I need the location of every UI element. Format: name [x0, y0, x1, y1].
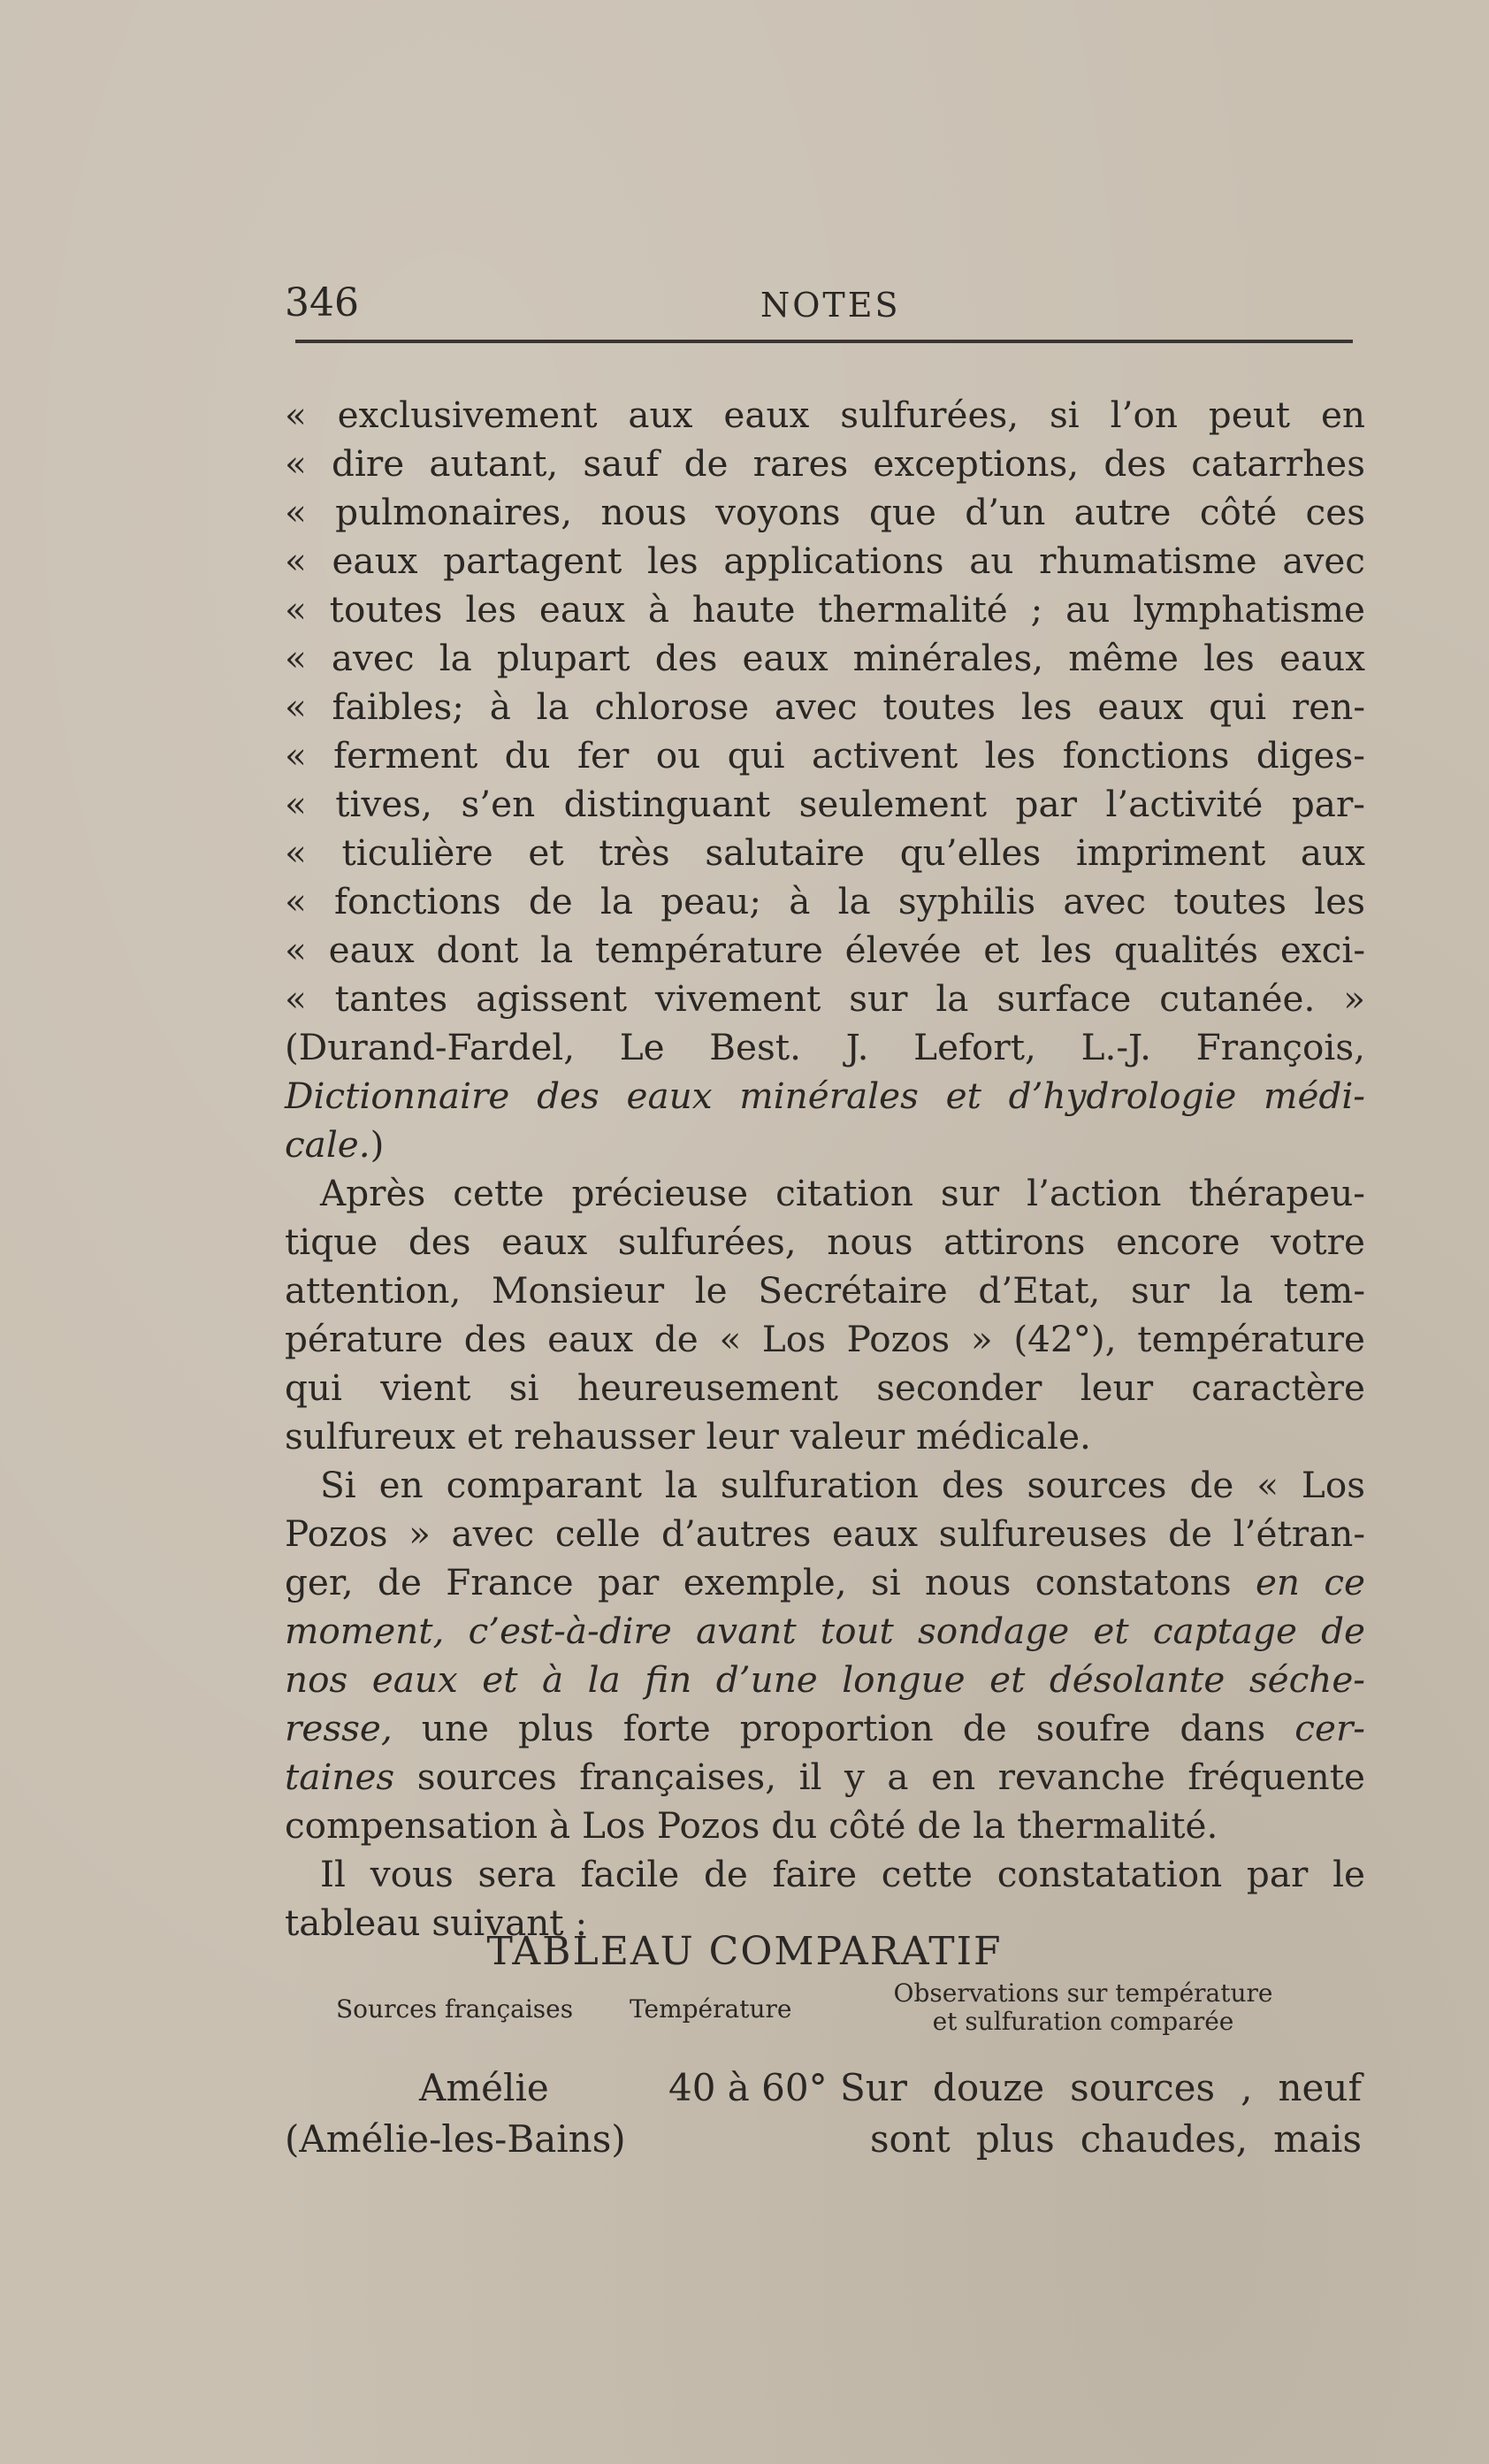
paragraph-line: tique des eaux sulfurées, nous attirons encore votre: [285, 1221, 1365, 1263]
citation-work-title-end: [285, 1121, 1365, 1169]
paragraph-line: Pozos » avec celle d’autres eaux sulfureuses de l’étran-: [285, 1512, 1365, 1555]
page-header: [285, 281, 1355, 325]
running-title: NOTES: [760, 286, 901, 325]
paragraph-line: [285, 1704, 1365, 1753]
citation-authors: (Durand-Fardel, Le Best. J. Lefort, L.-J. François,: [285, 1026, 1365, 1068]
table-cell-source: (Amélie-les-Bains): [285, 2117, 626, 2161]
text-line: « fonctions de la peau; à la syphilis avec toutes les: [285, 880, 1365, 922]
citation-work-title-tail: cale.: [285, 1123, 370, 1166]
column-header-observations-line1: Observations sur température: [893, 1978, 1273, 2008]
header-rule: [295, 340, 1353, 343]
text-line: « tantes agissent vivement sur la surface cutanée. »: [285, 977, 1365, 1020]
text-line: « ferment du fer ou qui activent les fonctions diges-: [285, 734, 1365, 777]
italic-run: resse,: [285, 1707, 393, 1749]
italic-run: en ce: [1255, 1561, 1365, 1603]
table-title: TABLEAU COMPARATIF: [486, 1929, 1003, 1974]
paragraph-line: Il vous sera facile de faire cette constatation par le: [320, 1853, 1365, 1895]
text-run: ger, de France par exemple, si nous constatons: [285, 1561, 1256, 1603]
text-run: une plus forte proportion de soufre dans: [392, 1707, 1295, 1749]
column-header-observations-line2: et sulfuration comparée: [932, 2007, 1234, 2036]
body-text: [285, 391, 1365, 1947]
text-line: « pulmonaires, nous voyons que d’un autre côté ces: [285, 491, 1365, 533]
citation-close-paren: ): [370, 1123, 385, 1166]
paragraph-line: moment, c’est-à-dire avant tout sondage et captage de: [285, 1610, 1365, 1652]
paragraph-line: compensation à Los Pozos du côté de la thermalité.: [285, 1804, 1218, 1847]
italic-run: cer-: [1294, 1707, 1365, 1749]
table-cell-observation: sont plus chaudes, mais: [870, 2117, 1362, 2161]
paragraph-line: attention, Monsieur le Secrétaire d’Etat, sur la tem-: [285, 1269, 1365, 1312]
text-line: « dire autant, sauf de rares exceptions, des catarrhes: [285, 442, 1365, 485]
paragraph-line: Après cette précieuse citation sur l’action thérapeu-: [320, 1172, 1365, 1214]
page-number: 346: [285, 280, 359, 325]
italic-run: taines: [285, 1756, 395, 1798]
text-line: « ticulière et très salutaire qu’elles impriment aux: [285, 831, 1365, 874]
column-header-observations: [849, 1979, 1317, 2036]
text-line: « exclusivement aux eaux sulfurées, si l’on peut en: [285, 394, 1365, 436]
text-run: sources françaises, il y a en revanche fréquente: [394, 1756, 1365, 1798]
paragraph-line: tableau suivant :: [285, 1902, 588, 1944]
table-cell-temperature: 40 à 60°: [668, 2066, 828, 2109]
table-cell-source: Amélie: [419, 2066, 549, 2109]
paragraph-line: [285, 1558, 1365, 1607]
table-cell-observation: Sur douze sources , neuf: [840, 2066, 1362, 2109]
paragraph-line: nos eaux et à la fin d’une longue et désolante séche-: [285, 1658, 1365, 1701]
paragraph-line: Si en comparant la sulfuration des sources de « Los: [320, 1464, 1365, 1506]
citation-work-title: Dictionnaire des eaux minérales et d’hydrologie médi-: [285, 1075, 1365, 1117]
column-header-sources: Sources françaises: [336, 1994, 574, 2024]
paragraph-line: sulfureux et rehausser leur valeur médicale.: [285, 1415, 1091, 1458]
column-header-temperature: Température: [630, 1994, 792, 2024]
paragraph-line: [285, 1753, 1365, 1802]
text-line: « avec la plupart des eaux minérales, même les eaux: [285, 637, 1365, 679]
text-line: « tives, s’en distinguant seulement par l’activité par-: [285, 783, 1365, 825]
text-line: « faibles; à la chlorose avec toutes les eaux qui ren-: [285, 685, 1365, 728]
paragraph-line: pérature des eaux de « Los Pozos » (42°), température: [285, 1318, 1365, 1360]
paragraph-line: qui vient si heureusement seconder leur caractère: [285, 1366, 1365, 1409]
text-line: « toutes les eaux à haute thermalité ; au lymphatisme: [285, 588, 1365, 631]
text-line: « eaux partagent les applications au rhumatisme avec: [285, 539, 1365, 582]
text-line: « eaux dont la température élevée et les qualités exci-: [285, 929, 1365, 971]
